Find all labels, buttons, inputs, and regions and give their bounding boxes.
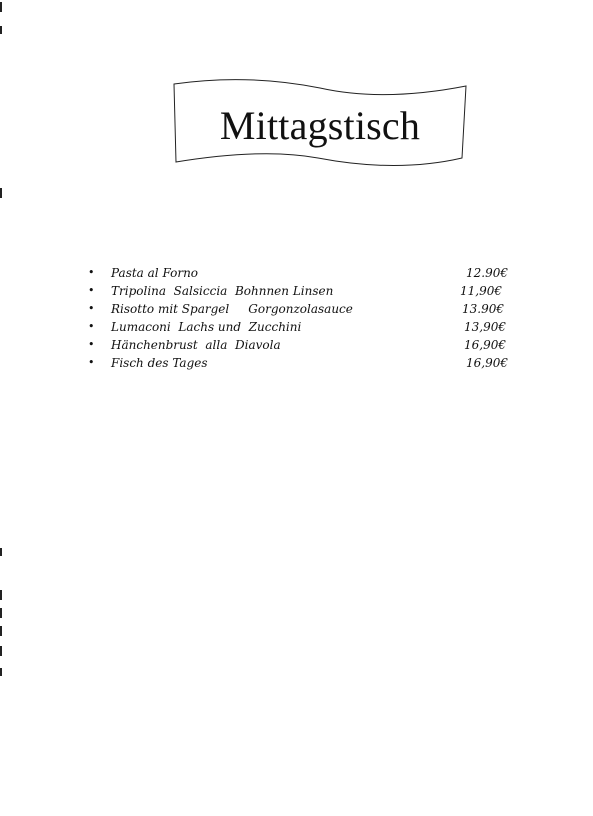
- scan-mark: [0, 626, 2, 636]
- dish-price: 13,90€: [464, 320, 506, 334]
- dish-price: 16,90€: [464, 338, 506, 352]
- title-banner: [170, 78, 470, 168]
- menu-item: [88, 282, 518, 300]
- menu-item: [88, 354, 518, 372]
- bullet-icon: •: [88, 338, 95, 351]
- dish-name: Lumaconi Lachs und Zucchini: [111, 320, 302, 334]
- dish-name: Hänchenbrust alla Diavola: [111, 338, 281, 352]
- scan-mark: [0, 646, 2, 656]
- menu-item: [88, 264, 518, 282]
- scan-mark: [0, 2, 2, 12]
- scan-mark: [0, 590, 2, 600]
- page-title: Mittagstisch: [219, 103, 421, 148]
- bullet-icon: •: [88, 266, 95, 279]
- bullet-icon: •: [88, 284, 95, 297]
- menu-list: [88, 264, 518, 372]
- scan-mark: [0, 668, 2, 676]
- bullet-icon: •: [88, 302, 95, 315]
- menu-item: [88, 336, 518, 354]
- scan-mark: [0, 188, 2, 198]
- scan-mark: [0, 608, 2, 618]
- dish-price: 16,90€: [466, 356, 508, 370]
- dish-name: Pasta al Forno: [111, 266, 199, 280]
- dish-price: 12.90€: [466, 266, 508, 280]
- scan-mark: [0, 26, 2, 34]
- dish-price: 11,90€: [460, 284, 502, 298]
- dish-price: 13.90€: [462, 302, 504, 316]
- dish-name: Tripolina Salsiccia Bohnnen Linsen: [111, 284, 334, 298]
- scan-mark: [0, 548, 2, 556]
- menu-item: [88, 300, 518, 318]
- bullet-icon: •: [88, 356, 95, 369]
- menu-item: [88, 318, 518, 336]
- dish-name: Fisch des Tages: [111, 356, 208, 370]
- bullet-icon: •: [88, 320, 95, 333]
- dish-name: Risotto mit Spargel Gorgonzolasauce: [111, 302, 353, 316]
